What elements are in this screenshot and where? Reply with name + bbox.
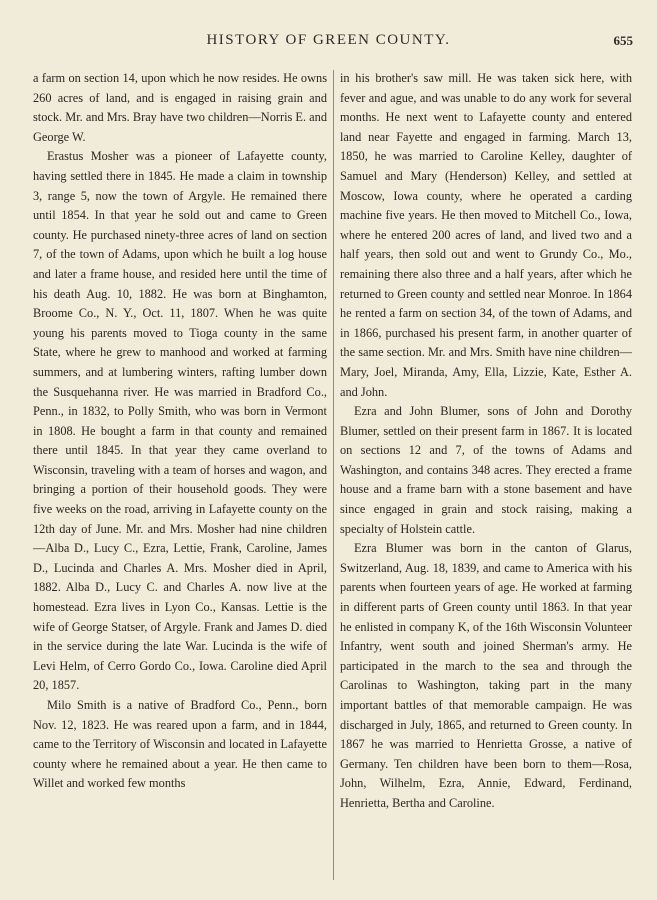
paragraph-erastus-mosher: Erastus Mosher was a pioneer of Lafayette county, having settled there in 1845. He made a claim in township 3, range 5, now the town of Argyle. He remained there until 1854. In that year he sold out and came to Green county. He purchased ninety-three acres of land on section 7, of the town of Adams, upon which he built a log house and later a frame house, and resided here until the time of his death Aug. 10, 1882. He was born at Binghamton, Broome Co., N. Y., Oct. 11, 1807. When he was quite young his parents moved to Tioga county in the same State, where he grew to manhood and worked at farming summers, and at lumbering winters, rafting lumber down the Susquehanna river. He was married in Bradford Co., Penn., in 1832, to Polly Smith, who was born in Vermont in 1808. He bought a farm in that county and remained there until 1845. In that year they came overland to Wisconsin, traveling with a team of horses and wagon, and bringing a portion of their household goods. They were five weeks on the road, arriving in Lafayette county on the 12th day of June. Mr. and Mrs. Mosher had nine children—Alba D., Lucy C., Ezra, Lettie, Frank, Caroline, James D., Lucinda and Charles A. Mrs. Mosher died in April, 1882. Alba D., Lucy C. and Charles A. now live at the homestead. Ezra lives in Lyon Co., Kansas. Lettie is the wife of George Statser, of Argyle. Frank and James D. died in the service during the late War. Lucinda is the wife of Levi Helm, of Cerro Gordo Co., Iowa. Caroline died April 20, 1857. — [33, 149, 327, 693]
paragraph-ezra-john-blumer: Ezra and John Blumer, sons of John and Dorothy Blumer, settled on their present farm in 1867. It is located on sections 12 and 7, of the towns of Adams and Washington, and contains 348 acres. They erected a frame house and a frame barn with a stone basement and have since engaged in grain and stock raising, making a specialty of Holstein cattle. — [340, 404, 632, 536]
column-divider — [333, 70, 334, 880]
paragraph-milo-smith: Milo Smith is a native of Bradford Co., Penn., born Nov. 12, 1823. He was reared upon a farm, and in 1844, came to the Territory of Wisconsin and located in Lafayette county where he remained about a year. He then came to Willet and worked few months — [33, 698, 327, 791]
paragraph-milo-smith-continued: in his brother's saw mill. He was taken sick here, with fever and ague, and was unable to do any work for several months. He next went to Lafayette county and entered land near Fayette and engaged in farming. March 13, 1850, he was married to Caroline Kelley, daughter of Samuel and Mary (Henderson) Kelley, and settled at Moscow, Iowa county, where he operated a carding machine five years. He then moved to Mitchell Co., Iowa, where he entered 200 acres of land, and lived two and a half years, then sold out and went to Grundy Co., Mo., remaining there also three and a half years, after which he returned to Green county and settled near Monroe. In 1864 he rented a farm on section 34, of the town of Adams, and in 1866, purchased his present farm, in another quarter of the same section. Mr. and Mrs. Smith have nine children—Mary, Joel, Miranda, Amy, Ella, Lizzie, Kate, Esther A. and John. — [340, 71, 632, 399]
left-column — [33, 69, 327, 794]
paragraph-bray-continued: a farm on section 14, upon which he now resides. He owns 260 acres of land, and is engaged in raising grain and stock. Mr. and Mrs. Bray have two children—Norris E. and George W. — [33, 71, 327, 144]
running-header: HISTORY OF GREEN COUNTY. — [206, 32, 451, 48]
paragraph-ezra-blumer: Ezra Blumer was born in the canton of Glarus, Switzerland, Aug. 18, 1839, and came to America with his parents when fourteen years of age. He worked at farming in different parts of Green county until 1863. In that year he enlisted in company K, of the 16th Wisconsin Volunteer Infantry, went south and joined Sherman's army. He participated in the march to the sea and through the Carolinas to Washington, taking part in the many important battles of that memorable campaign. He was discharged in July, 1865, and returned to Green county. In 1867 he was married to Henrietta Grosse, a native of Germany. Ten children have been born to them—Rosa, John, Wilhelm, Ezra, Annie, Edward, Ferdinand, Henrietta, Bertha and Caroline. — [340, 541, 632, 810]
page-number: 655 — [613, 33, 633, 48]
right-column — [340, 69, 632, 814]
